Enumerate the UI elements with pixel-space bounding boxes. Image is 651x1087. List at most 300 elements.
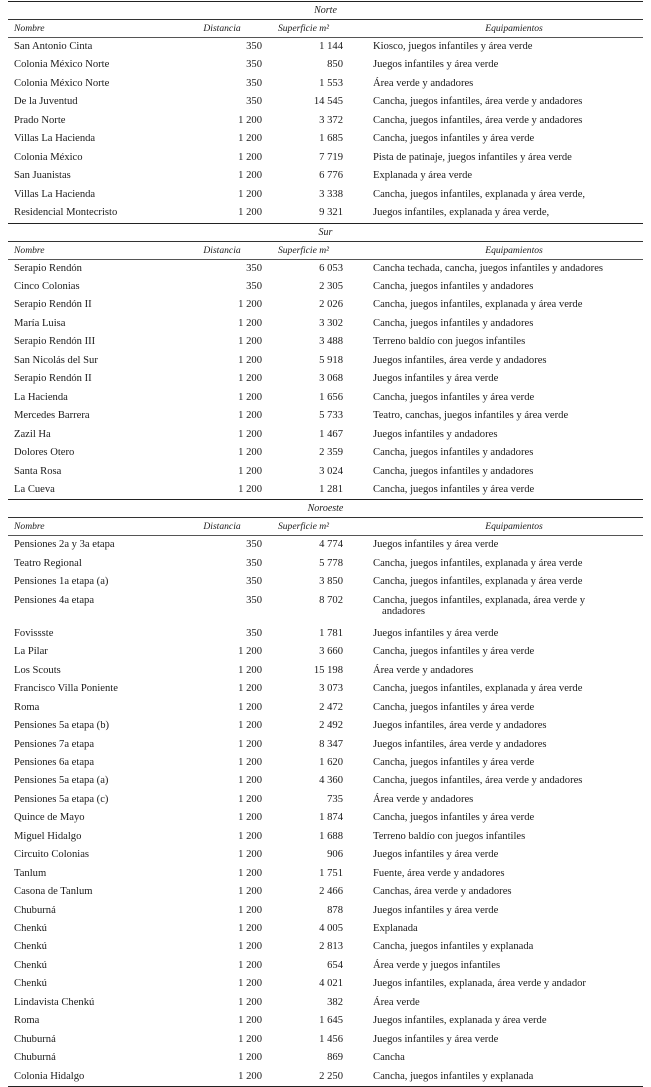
distancia-value: 1 200 xyxy=(238,701,262,713)
superficie-value: 2 466 xyxy=(319,886,343,898)
cell-equipamientos xyxy=(343,315,643,333)
equipamientos-value: Área verde y andadores xyxy=(373,77,474,89)
equipamientos-value: Terreno baldío con juegos infantiles xyxy=(373,336,526,348)
cell-equipamientos xyxy=(343,278,643,296)
cell-nombre xyxy=(8,407,200,425)
cell-distancia xyxy=(200,717,262,735)
cell-nombre xyxy=(8,699,200,717)
table-row xyxy=(8,938,643,956)
cell-distancia xyxy=(200,828,262,846)
cell-distancia xyxy=(200,1031,262,1049)
cell-distancia xyxy=(200,370,262,388)
cell-nombre xyxy=(8,278,200,296)
cell-distancia xyxy=(200,680,262,698)
nombre-value: Casona de Tanlum xyxy=(14,886,93,898)
cell-distancia xyxy=(200,56,262,74)
table-row xyxy=(8,370,643,388)
cell-superficie xyxy=(262,883,343,901)
cell-nombre xyxy=(8,643,200,661)
superficie-value: 1 751 xyxy=(319,867,343,879)
distancia-value: 1 200 xyxy=(238,664,262,676)
equipamientos-value: Fuente, área verde y andadores xyxy=(373,867,505,879)
distancia-value: 1 200 xyxy=(238,447,262,459)
section-noroeste xyxy=(8,499,643,1086)
cell-nombre xyxy=(8,736,200,754)
superficie-value: 3 068 xyxy=(319,373,343,385)
cell-superficie xyxy=(262,717,343,735)
cell-equipamientos xyxy=(343,186,643,204)
superficie-value: 15 198 xyxy=(313,664,343,676)
equipamientos-value: Juegos infantiles y andadores xyxy=(373,428,498,440)
cell-distancia xyxy=(200,389,262,407)
cell-distancia xyxy=(200,920,262,938)
cell-superficie xyxy=(262,846,343,864)
equipment-table xyxy=(8,1,643,1087)
cell-superficie xyxy=(262,680,343,698)
cell-superficie xyxy=(262,186,343,204)
distancia-value: 1 200 xyxy=(238,133,262,145)
header-nombre: Nombre xyxy=(14,244,45,256)
cell-nombre xyxy=(8,772,200,790)
cell-equipamientos xyxy=(343,662,643,680)
cell-superficie xyxy=(262,407,343,425)
superficie-value: 5 918 xyxy=(319,354,343,366)
distancia-value: 350 xyxy=(246,557,262,569)
equipamientos-value: Área verde y andadores xyxy=(373,664,474,676)
distancia-value: 350 xyxy=(246,41,262,52)
cell-equipamientos xyxy=(343,536,643,554)
column-header-row xyxy=(8,20,643,38)
table-row xyxy=(8,680,643,698)
cell-distancia xyxy=(200,463,262,481)
superficie-value: 1 456 xyxy=(319,1033,343,1045)
header-nombre: Nombre xyxy=(14,23,45,34)
equipamientos-value: Juegos infantiles y área verde xyxy=(373,1033,499,1045)
cell-distancia xyxy=(200,595,262,621)
header-equipamientos: Equipamientos xyxy=(485,521,543,533)
table-row xyxy=(8,772,643,790)
nombre-value: Residencial Montecristo xyxy=(14,207,118,219)
cell-equipamientos xyxy=(343,975,643,993)
nombre-value: Pensiones 5a etapa (a) xyxy=(14,775,109,787)
table-row xyxy=(8,296,643,314)
cell-nombre xyxy=(8,370,200,388)
cell-distancia xyxy=(200,957,262,975)
distancia-value: 1 200 xyxy=(238,428,262,440)
table-row xyxy=(8,407,643,425)
cell-equipamientos xyxy=(343,389,643,407)
cell-superficie xyxy=(262,865,343,883)
cell-distancia xyxy=(200,444,262,462)
table-row xyxy=(8,130,643,148)
distancia-value: 1 200 xyxy=(238,849,262,861)
cell-nombre xyxy=(8,595,200,621)
cell-equipamientos xyxy=(343,1031,643,1049)
nombre-value: Miguel Hidalgo xyxy=(14,830,82,842)
cell-nombre xyxy=(8,920,200,938)
nombre-value: Chenkú xyxy=(14,959,47,971)
cell-nombre xyxy=(8,902,200,920)
distancia-value: 1 200 xyxy=(238,646,262,658)
cell-distancia xyxy=(200,736,262,754)
cell-distancia xyxy=(200,809,262,827)
cell-superficie xyxy=(262,994,343,1012)
cell-superficie xyxy=(262,112,343,130)
header-superficie: Superficie m² xyxy=(277,244,330,256)
distancia-value: 350 xyxy=(246,280,262,292)
nombre-value: Villas La Hacienda xyxy=(14,188,96,200)
cell-distancia xyxy=(200,260,262,278)
equipamientos-value: Cancha, juegos infantiles y área verde xyxy=(373,812,535,824)
distancia-value: 1 200 xyxy=(238,1033,262,1045)
cell-superficie xyxy=(262,1031,343,1049)
cell-superficie xyxy=(262,555,343,573)
equipamientos-value: Juegos infantiles, área verde y andadores xyxy=(373,738,547,750)
nombre-value: Pensiones 5a etapa (b) xyxy=(14,720,110,732)
cell-distancia xyxy=(200,1068,262,1086)
cell-superficie xyxy=(262,536,343,554)
cell-superficie xyxy=(262,278,343,296)
cell-nombre xyxy=(8,112,200,130)
table-row xyxy=(8,717,643,735)
cell-nombre xyxy=(8,56,200,74)
nombre-value: Chuburná xyxy=(14,1033,56,1045)
cell-nombre xyxy=(8,883,200,901)
cell-superficie xyxy=(262,426,343,444)
cell-equipamientos xyxy=(343,920,643,938)
nombre-value: Mercedes Barrera xyxy=(14,410,90,422)
table-row xyxy=(8,56,643,74)
equipamientos-value: Cancha, juegos infantiles, área verde y andadores xyxy=(373,96,583,108)
cell-nombre xyxy=(8,573,200,591)
cell-nombre xyxy=(8,957,200,975)
cell-superficie xyxy=(262,791,343,809)
nombre-value: Chenkú xyxy=(14,978,47,990)
nombre-value: Dolores Otero xyxy=(14,447,75,459)
cell-nombre xyxy=(8,426,200,444)
nombre-value: San Antonio Cinta xyxy=(14,41,93,52)
nombre-value: Francisco Villa Poniente xyxy=(14,683,118,695)
header-distancia: Distancia xyxy=(203,23,241,34)
table-row xyxy=(8,444,643,462)
equipamientos-value: Cancha, juegos infantiles, explanada y área verde xyxy=(373,299,583,311)
distancia-value: 1 200 xyxy=(238,317,262,329)
cell-superficie xyxy=(262,370,343,388)
cell-equipamientos xyxy=(343,426,643,444)
nombre-value: Quince de Mayo xyxy=(14,812,85,824)
table-row xyxy=(8,149,643,167)
cell-equipamientos xyxy=(343,680,643,698)
cell-nombre xyxy=(8,93,200,111)
table-row xyxy=(8,994,643,1012)
distancia-value: 1 200 xyxy=(238,336,262,348)
table-row xyxy=(8,204,643,222)
superficie-value: 2 359 xyxy=(319,447,343,459)
table-row xyxy=(8,536,643,554)
table-row xyxy=(8,1068,643,1086)
cell-distancia xyxy=(200,573,262,591)
cell-distancia xyxy=(200,352,262,370)
cell-distancia xyxy=(200,555,262,573)
table-row xyxy=(8,883,643,901)
header-distancia: Distancia xyxy=(203,244,241,256)
superficie-value: 2 026 xyxy=(319,299,343,311)
nombre-value: La Cueva xyxy=(14,483,55,495)
distancia-value: 1 200 xyxy=(238,1070,262,1082)
cell-distancia xyxy=(200,846,262,864)
nombre-value: San Nicolás del Sur xyxy=(14,354,98,366)
table-row xyxy=(8,463,643,481)
equipamientos-value: Juegos infantiles, explanada y área verde, xyxy=(373,207,550,219)
cell-superficie xyxy=(262,772,343,790)
superficie-value: 6 053 xyxy=(319,262,343,274)
nombre-value: Circuito Colonias xyxy=(14,849,90,861)
nombre-value: Serapio Rendón II xyxy=(14,373,92,385)
equipamientos-value: Cancha, juegos infantiles y área verde xyxy=(373,391,535,403)
distancia-value: 1 200 xyxy=(238,904,262,916)
distancia-value: 1 200 xyxy=(238,465,262,477)
equipamientos-value: Cancha, juegos infantiles, área verde y andadores xyxy=(373,775,583,787)
cell-superficie xyxy=(262,957,343,975)
table-row xyxy=(8,975,643,993)
cell-superficie xyxy=(262,573,343,591)
nombre-value: Pensiones 5a etapa (c) xyxy=(14,793,109,805)
cell-distancia xyxy=(200,167,262,185)
equipamientos-value: Juegos infantiles, explanada, área verde y andador xyxy=(373,978,586,990)
distancia-value: 350 xyxy=(246,539,262,551)
superficie-value: 3 073 xyxy=(319,683,343,695)
section-title: Norte xyxy=(8,2,643,20)
cell-nombre xyxy=(8,204,200,222)
cell-distancia xyxy=(200,994,262,1012)
table-row xyxy=(8,278,643,296)
cell-equipamientos xyxy=(343,407,643,425)
nombre-value: Chenkú xyxy=(14,941,47,953)
superficie-value: 1 685 xyxy=(319,133,343,145)
equipamientos-value: Cancha, juegos infantiles y andadores xyxy=(373,465,534,477)
cell-nombre xyxy=(8,994,200,1012)
superficie-value: 5 733 xyxy=(319,410,343,422)
cell-distancia xyxy=(200,865,262,883)
cell-nombre xyxy=(8,333,200,351)
cell-equipamientos xyxy=(343,149,643,167)
equipamientos-value: Área verde xyxy=(373,996,420,1008)
cell-nombre xyxy=(8,846,200,864)
superficie-value: 1 144 xyxy=(319,41,343,52)
superficie-value: 1 553 xyxy=(319,77,343,89)
equipamientos-value: Terreno baldío con juegos infantiles xyxy=(373,830,526,842)
cell-nombre xyxy=(8,130,200,148)
superficie-value: 2 492 xyxy=(319,720,343,732)
superficie-value: 1 281 xyxy=(319,483,343,495)
cell-equipamientos xyxy=(343,1049,643,1067)
superficie-value: 878 xyxy=(327,904,343,916)
nombre-value: Zazil Ha xyxy=(14,428,51,440)
table-row xyxy=(8,828,643,846)
cell-superficie xyxy=(262,296,343,314)
table-row xyxy=(8,93,643,111)
distancia-value: 1 200 xyxy=(238,923,262,935)
cell-superficie xyxy=(262,736,343,754)
cell-nombre xyxy=(8,865,200,883)
cell-nombre xyxy=(8,389,200,407)
equipamientos-value: Juegos infantiles, explanada y área verde xyxy=(373,1015,547,1027)
cell-equipamientos xyxy=(343,809,643,827)
equipamientos-value: Pista de patinaje, juegos infantiles y área verde xyxy=(373,151,572,163)
superficie-value: 1 688 xyxy=(319,830,343,842)
distancia-value: 1 200 xyxy=(238,299,262,311)
table-row xyxy=(8,662,643,680)
equipamientos-value: Juegos infantiles y área verde xyxy=(373,627,499,639)
cell-distancia xyxy=(200,204,262,222)
cell-superficie xyxy=(262,975,343,993)
distancia-value: 350 xyxy=(246,262,262,274)
table-row xyxy=(8,791,643,809)
cell-nombre xyxy=(8,352,200,370)
header-nombre: Nombre xyxy=(14,521,45,533)
cell-equipamientos xyxy=(343,370,643,388)
superficie-value: 8 702 xyxy=(319,594,343,606)
equipamientos-value: Juegos infantiles, área verde y andadores xyxy=(373,720,547,732)
distancia-value: 350 xyxy=(246,576,262,588)
cell-equipamientos xyxy=(343,1068,643,1086)
cell-distancia xyxy=(200,754,262,772)
superficie-value: 906 xyxy=(327,849,343,861)
cell-equipamientos xyxy=(343,883,643,901)
section-norte xyxy=(8,1,643,223)
cell-distancia xyxy=(200,536,262,554)
cell-equipamientos xyxy=(343,772,643,790)
superficie-value: 6 776 xyxy=(319,170,343,182)
section-title: Sur xyxy=(8,224,643,242)
cell-distancia xyxy=(200,93,262,111)
cell-nombre xyxy=(8,149,200,167)
nombre-value: Colonia México xyxy=(14,151,83,163)
superficie-value: 3 850 xyxy=(319,576,343,588)
nombre-value: Pensiones 7a etapa xyxy=(14,738,95,750)
equipamientos-value: Cancha, juegos infantiles y área verde xyxy=(373,646,535,658)
cell-nombre xyxy=(8,1068,200,1086)
superficie-value: 3 024 xyxy=(319,465,343,477)
table-row xyxy=(8,1031,643,1049)
nombre-value: Villas La Hacienda xyxy=(14,133,96,145)
table-row xyxy=(8,699,643,717)
nombre-value: Tanlum xyxy=(14,867,47,879)
table-row xyxy=(8,846,643,864)
equipamientos-value: Cancha, juegos infantiles y andadores xyxy=(373,317,534,329)
cell-nombre xyxy=(8,809,200,827)
cell-nombre xyxy=(8,260,200,278)
superficie-value: 382 xyxy=(327,996,343,1008)
distancia-value: 1 200 xyxy=(238,207,262,219)
nombre-value: Serapio Rendón II xyxy=(14,299,92,311)
cell-superficie xyxy=(262,463,343,481)
nombre-value: Roma xyxy=(14,701,40,713)
cell-equipamientos xyxy=(343,333,643,351)
cell-nombre xyxy=(8,555,200,573)
distancia-value: 1 200 xyxy=(238,354,262,366)
cell-superficie xyxy=(262,938,343,956)
cell-distancia xyxy=(200,75,262,93)
superficie-value: 3 338 xyxy=(319,188,343,200)
distancia-value: 350 xyxy=(246,594,262,606)
cell-superficie xyxy=(262,699,343,717)
distancia-value: 350 xyxy=(246,627,262,639)
cell-equipamientos xyxy=(343,643,643,661)
table-row xyxy=(8,186,643,204)
table-row xyxy=(8,920,643,938)
equipamientos-value: Cancha, juegos infantiles y andadores xyxy=(373,447,534,459)
table-row xyxy=(8,315,643,333)
distancia-value: 1 200 xyxy=(238,941,262,953)
superficie-value: 3 372 xyxy=(319,114,343,126)
superficie-value: 654 xyxy=(327,959,343,971)
cell-distancia xyxy=(200,791,262,809)
table-row xyxy=(8,754,643,772)
nombre-value: Colonia México Norte xyxy=(14,59,110,71)
distancia-value: 1 200 xyxy=(238,978,262,990)
superficie-value: 850 xyxy=(327,59,343,71)
equipamientos-value: Juegos infantiles y área verde xyxy=(373,373,499,385)
cell-nombre xyxy=(8,315,200,333)
cell-distancia xyxy=(200,662,262,680)
equipamientos-value: Juegos infantiles y área verde xyxy=(373,904,499,916)
superficie-value: 4 005 xyxy=(319,923,343,935)
distancia-value: 350 xyxy=(246,59,262,71)
nombre-value: Pensiones 1a etapa (a) xyxy=(14,576,109,588)
nombre-value: Pensiones 2a y 3a etapa xyxy=(14,539,115,551)
cell-superficie xyxy=(262,56,343,74)
equipamientos-value: Cancha, juegos infantiles, explanada y área verde, xyxy=(373,188,586,200)
equipamientos-value: Cancha, juegos infantiles, explanada y área verde xyxy=(373,576,583,588)
table-row xyxy=(8,865,643,883)
equipamientos-value: Canchas, área verde y andadores xyxy=(373,886,512,898)
distancia-value: 1 200 xyxy=(238,793,262,805)
cell-nombre xyxy=(8,754,200,772)
cell-superficie xyxy=(262,38,343,56)
superficie-value: 3 302 xyxy=(319,317,343,329)
cell-distancia xyxy=(200,772,262,790)
cell-equipamientos xyxy=(343,573,643,591)
superficie-value: 2 472 xyxy=(319,701,343,713)
cell-equipamientos xyxy=(343,444,643,462)
cell-nombre xyxy=(8,662,200,680)
table-row xyxy=(8,625,643,643)
nombre-value: Colonia Hidalgo xyxy=(14,1070,85,1082)
cell-equipamientos xyxy=(343,296,643,314)
table-row xyxy=(8,481,643,499)
cell-distancia xyxy=(200,112,262,130)
nombre-value: Pensiones 6a etapa xyxy=(14,756,95,768)
table-row xyxy=(8,352,643,370)
superficie-value: 9 321 xyxy=(319,207,343,219)
nombre-value: Serapio Rendón III xyxy=(14,336,96,348)
distancia-value: 1 200 xyxy=(238,151,262,163)
cell-nombre xyxy=(8,186,200,204)
cell-superficie xyxy=(262,149,343,167)
nombre-value: Fovissste xyxy=(14,627,54,639)
nombre-value: La Hacienda xyxy=(14,391,68,403)
cell-equipamientos xyxy=(343,112,643,130)
equipamientos-value: Kiosco, juegos infantiles y área verde xyxy=(373,41,533,52)
cell-equipamientos xyxy=(343,902,643,920)
nombre-value: María Luisa xyxy=(14,317,66,329)
equipamientos-value: Cancha, juegos infantiles y explanada xyxy=(373,941,534,953)
table-row xyxy=(8,1049,643,1067)
cell-nombre xyxy=(8,38,200,56)
nombre-value: Chuburná xyxy=(14,904,56,916)
cell-superficie xyxy=(262,389,343,407)
